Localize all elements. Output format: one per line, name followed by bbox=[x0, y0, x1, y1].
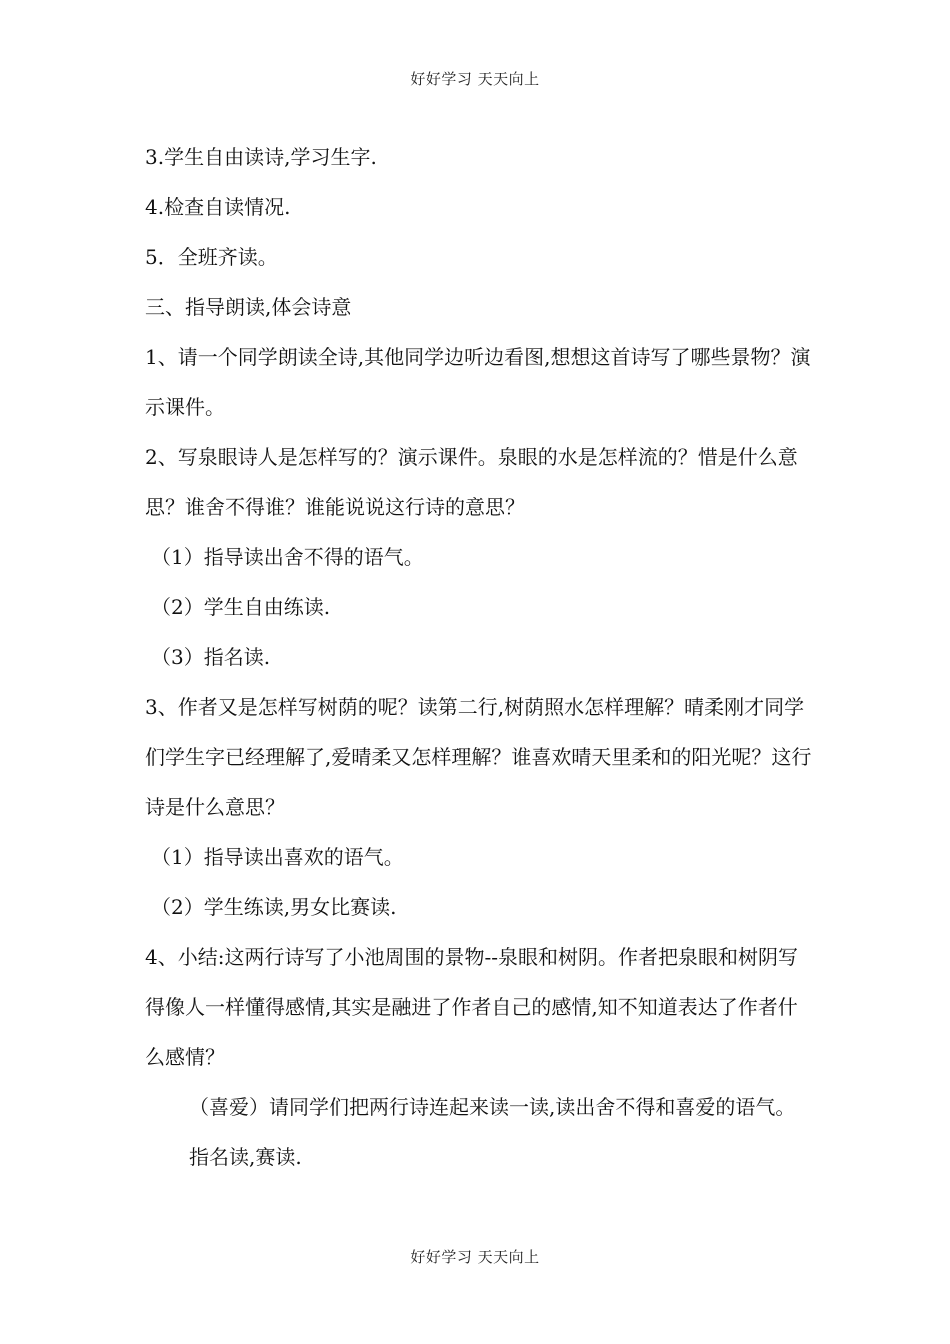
item-1-paragraph: 1、请一个同学朗读全诗,其他同学边听边看图,想想这首诗写了哪些景物？演示课件。 bbox=[145, 345, 811, 419]
sub-item-paragraph: （1）指导读出舍不得的语气。 bbox=[151, 545, 424, 569]
item-2-paragraph: 2、写泉眼诗人是怎样写的？演示课件。泉眼的水是怎样流的？惜是什么意思？谁舍不得谁？谁能说说这行诗的意思？ bbox=[145, 445, 798, 519]
step-5-paragraph: 5．全班齐读。 bbox=[145, 245, 278, 269]
closing-instruction-paragraph: 指名读,赛读. bbox=[189, 1145, 302, 1169]
sub-item-paragraph: （1）指导读出喜欢的语气。 bbox=[151, 845, 404, 869]
step-4-paragraph: 4.检查自读情况. bbox=[145, 195, 291, 219]
page-footer: 好好学习 天天向上 bbox=[410, 1248, 540, 1266]
section-heading: 三、指导朗读,体会诗意 bbox=[145, 295, 352, 319]
item-3-paragraph: 3、作者又是怎样写树荫的呢？读第二行,树荫照水怎样理解？晴柔刚才同学们学生字已经理解了,爱晴柔又怎样理解？谁喜欢晴天里柔和的阳光呢？这行诗是什么意思？ bbox=[145, 695, 812, 819]
step-3-paragraph: 3.学生自由读诗,学习生字. bbox=[145, 145, 377, 169]
sub-item-paragraph: （2）学生自由练读. bbox=[151, 595, 331, 619]
page-header: 好好学习 天天向上 bbox=[410, 70, 540, 88]
reading-instruction-paragraph: （喜爱）请同学们把两行诗连起来读一读,读出舍不得和喜爱的语气。 bbox=[189, 1095, 796, 1119]
document-body bbox=[145, 132, 813, 1182]
sub-item-paragraph: （2）学生练读,男女比赛读. bbox=[151, 895, 397, 919]
sub-item-paragraph: （3）指名读. bbox=[151, 645, 271, 669]
item-4-summary-paragraph: 4、小结:这两行诗写了小池周围的景物--泉眼和树阴。作者把泉眼和树阴写得像人一样懂得感情,其实是融进了作者自己的感情,知不知道表达了作者什么感情？ bbox=[145, 945, 798, 1069]
